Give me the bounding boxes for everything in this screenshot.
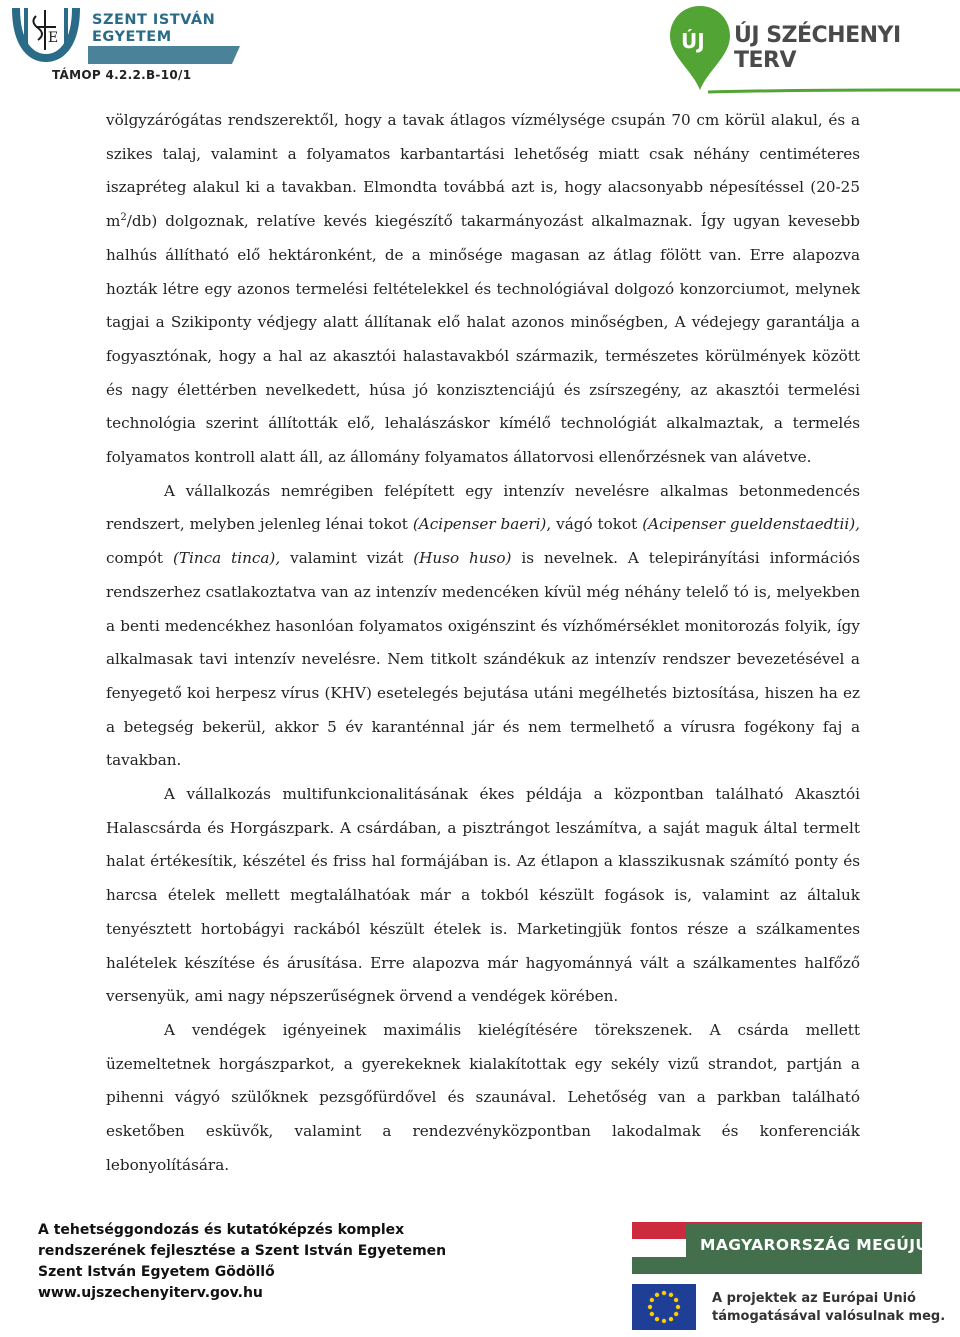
eu-star <box>648 1305 652 1309</box>
paragraph-1-text-b: /db) dolgoznak, relatíve kevés kiegészítő takarmányozást alkalmaznak. Így ugyan kevesebb halhús állítható elő hektáronként, de a minősége magasan az átlag fölött van. Erre alapozva hozták létre egy azonos termelési feltételekkel és technológiával dolgozó konzorciumot, melynek tagjai a Szikiponty védjegy alatt állítanak elő halat azonos minőségben, A védejegy garantálja a fogyasztónak, hogy a hal az akasztói halastavakból származik, természetes körülmények között és nagy élettérben nevelkedett, húsa jó konzisztenciájú és zsírszegény, az akasztói termelési technológia szerint állították elő, lehalászáskor kímélő technológiát alkalmaztak, a termelés folyamatos kontroll alatt áll, az állomány folyamatos állatorvosi ellenőrzésnek van alávetve. <box>106 212 860 467</box>
eu-star <box>674 1298 678 1302</box>
species-name: (Acipenser baeri) <box>412 515 547 534</box>
eu-star <box>662 1291 666 1295</box>
eu-star <box>650 1298 654 1302</box>
university-name-line1: SZENT ISTVÁN <box>92 12 216 28</box>
p2-seg1: A vállalkozás nemrégiben felépített egy intenzív nevelésre alkalmas betonmedencés rendszert, melyben jelenleg lénai tokot <box>106 481 860 534</box>
paragraph-4: A vendégek igényeinek maximális kielégítésére törekszenek. A csárda mellett üzemeltetnek horgászparkot, a gyerekeknek kialakítottak egy sekély vizű strandot, partján a pihenni vágyó szülőknek pezsgőfürdővel és szaunával. Lehetőség van a parkban található esketőben esküvők, valamint a rendezvényközpontban lakodalmak és konferenciák lebonyolítására. <box>106 1020 860 1174</box>
paragraph-1 <box>106 104 860 475</box>
footer-line: Szent István Egyetem Gödöllő <box>38 1264 275 1280</box>
eu-star <box>655 1317 659 1321</box>
eu-star <box>674 1312 678 1316</box>
superscript: 2 <box>120 212 127 224</box>
eu-star <box>650 1312 654 1316</box>
footer-line: rendszerének fejlesztése a Szent István Egyetemen <box>38 1243 447 1259</box>
eu-star <box>669 1317 673 1321</box>
paragraph-2 <box>106 475 860 778</box>
eu-line: A projektek az Európai Unió <box>712 1291 916 1306</box>
footer-info <box>38 1220 446 1304</box>
p2-seg4: valamint vizát <box>280 549 414 568</box>
svg-text:ÚJ: ÚJ <box>681 29 705 53</box>
species-name: (Huso huso) <box>413 549 512 568</box>
species-name: (Acipenser gueldenstaedtii), <box>642 515 860 534</box>
p2-seg3: compót <box>106 549 173 568</box>
banner-text: MAGYARORSZÁG MEGÚJUL <box>700 1236 939 1254</box>
species-name: (Tinca tinca), <box>172 549 281 568</box>
program-code: TÁMOP 4.2.2.B-10/1 <box>52 68 192 82</box>
eu-line: támogatásával valósulnak meg. <box>712 1309 946 1324</box>
svg-text:E: E <box>48 30 59 46</box>
footer-url: www.ujszechenyiterv.gov.hu <box>38 1285 263 1301</box>
plan-name: ÚJ SZÉCHENYI TERV <box>734 23 901 73</box>
eu-flag-icon <box>632 1284 696 1330</box>
sie-emblem-icon <box>12 8 80 62</box>
p2-seg5: is nevelnek. A telepirányítási információs rendszerhez csatlakoztatva van az intenzív medencéken kívül még néhány telelő tó is, melyekben a benti medencékhez hasonlóan folyamatos oxigénszint és vízhőmérséklet monitorozás folyik, így alkalmasak tavi intenzív nevelésre. Nem titkolt szándékuk az intenzív rendszer bevezetésével a fenyegető koi herpesz vírus (KHV) esetelegés bejutása utáni megélhetés biztosítása, hiszen ha ez a betegség bekerül, akkor 5 év karanténnal jár és nem termelhető a vírusra fogékony faj a tavakban. <box>106 549 860 770</box>
footer-line: A tehetséggondozás és kutatóképzés komplex <box>38 1222 405 1238</box>
document-body <box>106 104 860 1183</box>
eu-star <box>662 1319 666 1323</box>
page-header <box>0 0 960 100</box>
paragraph-1-text-a: völgyzárógátas rendszerektől, hogy a tavak átlagos vízmélysége csupán 70 cm körül alakul, és a szikes talaj, valamint a folyamatos karbantartási lehetőség miatt csak néhány centiméteres iszapréteg alakul ki a tavakban. Elmondta továbbá azt is, hogy alacsonyabb népesítéssel (20-25 m <box>106 111 860 231</box>
eu-star <box>655 1293 659 1297</box>
szechenyi-pin-icon <box>670 6 730 90</box>
paragraph-3: A vállalkozás multifunkcionalitásának ékes példája a központban található Akasztói Halascsárda és Horgászpark. A csárdában, a pisztrángot leszámítva, a saját maguk által termelt halat értékesítik, készétel és friss hal formájában is. Az étlapon a klasszikusnak számító ponty és harcsa ételek mellett megtalálhatóak már a tokból készült fogások is, valamint az általuk tenyésztett hortobágyi rackából készült ételek is. Marketingjük fontos része a szálkamentes halételek készítése és árusítása. Erre alapozva már hagyománnyá vált a szálkamentes halfőző versenyük, ami nagy népszerűségnek örvend a vendégek körében. <box>106 785 860 1006</box>
university-name <box>92 12 215 46</box>
university-name-line2: EGYETEM <box>92 29 172 45</box>
eu-star <box>676 1305 680 1309</box>
p2-seg2: , vágó tokot <box>546 515 643 534</box>
hungarian-flag-icon <box>632 1222 686 1274</box>
eu-star <box>669 1293 673 1297</box>
eu-support-note <box>712 1290 945 1326</box>
